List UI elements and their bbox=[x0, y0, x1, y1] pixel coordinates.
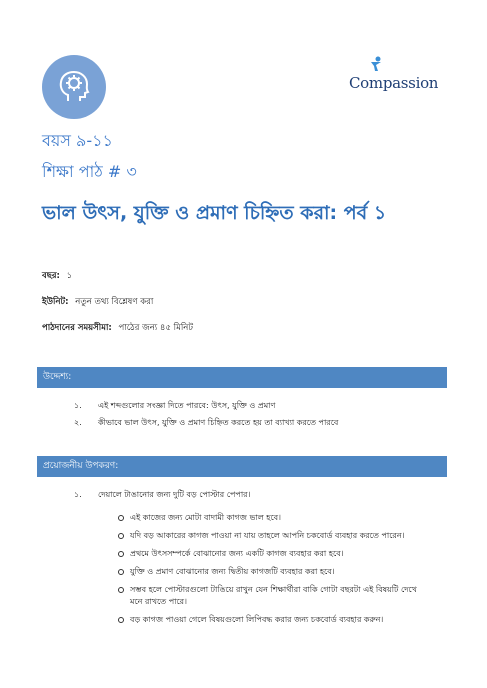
bullet-icon bbox=[118, 617, 124, 623]
sub-list-text: যদি বড় আকারের কাগজ পাওয়া না যায় তাহলে আপনি চকবোর্ড ব্যবহার করতে পারেন। bbox=[130, 531, 405, 540]
time-value: পাঠের জন্য ৪৫ মিনিট bbox=[118, 323, 193, 333]
materials-sublist bbox=[118, 512, 418, 632]
lesson-number: শিক্ষা পাঠ # ৩ bbox=[42, 162, 137, 181]
page-title: ভাল উৎস, যুক্তি ও প্রমাণ চিহ্নিত করা: পর্ব ১ bbox=[42, 202, 387, 224]
unit-label: ইউনিট: bbox=[42, 297, 69, 307]
sub-list-text: যুক্তি ও প্রমাণ বোঝানোর জন্য দ্বিতীয় কাগজটি ব্যবহার করা হবে। bbox=[130, 567, 335, 576]
bullet-icon bbox=[118, 587, 124, 593]
list-item bbox=[74, 489, 434, 506]
logo-figure-icon bbox=[369, 56, 383, 72]
sub-list-text: এই কাজের জন্য মোটা বাদামী কাগজ ভাল হবে। bbox=[130, 513, 281, 522]
bullet-icon bbox=[118, 551, 124, 557]
list-number: ১. bbox=[74, 490, 82, 499]
unit-value: নতুন তথ্য বিশ্লেষণ করা bbox=[75, 297, 154, 307]
sub-list-text: প্রথমে উৎসসম্পর্কে বোঝানোর জন্য একটি কাগজ ব্যবহার করা হবে। bbox=[130, 549, 344, 558]
sub-list-text: বড় কাগজ পাওয়া গেলে বিষয়গুলো লিপিবদ্ধ করার জন্য চকবোর্ড ব্যবহার করুন। bbox=[130, 615, 384, 624]
meta-year bbox=[42, 269, 72, 283]
logo-wordmark: Compassion bbox=[349, 74, 439, 92]
bullet-icon bbox=[118, 533, 124, 539]
sub-list-item bbox=[118, 548, 418, 560]
list-number: ১. bbox=[74, 401, 82, 410]
list-text: এই শব্দগুলোর সংজ্ঞা দিতে পারবে: উৎস, যুক্তি ও প্রমাণ bbox=[98, 401, 276, 410]
meta-unit bbox=[42, 295, 153, 309]
objectives-heading: উদ্দেশ্য: bbox=[37, 367, 447, 388]
sub-list-text: সম্ভব হলে পোস্টারগুলো টাঙিয়ে রাখুন যেন শিক্ষার্থীরা বাকি গোটা বছরটা এই বিষয়টি দেখে মনে রাখতে পারে। bbox=[130, 585, 417, 606]
list-text: কীভাবে ভাল উৎস, যুক্তি ও প্রমাণ চিহ্নিত করতে হয় তা ব্যাখ্যা করতে পারবে bbox=[98, 418, 339, 427]
age-range: বয়স ৯-১১ bbox=[42, 131, 113, 150]
list-number: ২. bbox=[74, 418, 82, 427]
sub-list-item bbox=[118, 530, 418, 542]
materials-heading: প্রয়োজনীয় উপকরণ: bbox=[37, 456, 447, 477]
list-item bbox=[74, 417, 434, 434]
head-gear-icon-graphic bbox=[54, 67, 94, 107]
list-text: দেয়ালে টাঙানোর জন্য দুটি বড় পোস্টার পেপার। bbox=[98, 490, 251, 499]
sub-list-item bbox=[118, 566, 418, 578]
bullet-icon bbox=[118, 569, 124, 575]
sub-list-item bbox=[118, 614, 418, 626]
objectives-list bbox=[74, 400, 434, 434]
meta-time bbox=[42, 321, 193, 335]
brain-gear-icon bbox=[42, 55, 106, 119]
year-value: ১ bbox=[66, 271, 73, 281]
list-item bbox=[74, 400, 434, 417]
time-label: পাঠদানের সময়সীমা: bbox=[42, 323, 112, 333]
compassion-logo bbox=[349, 56, 449, 98]
sub-list-item bbox=[118, 584, 418, 608]
bullet-icon bbox=[118, 515, 124, 521]
year-label: বছর: bbox=[42, 271, 60, 281]
sub-list-item bbox=[118, 512, 418, 524]
materials-list bbox=[74, 489, 434, 506]
